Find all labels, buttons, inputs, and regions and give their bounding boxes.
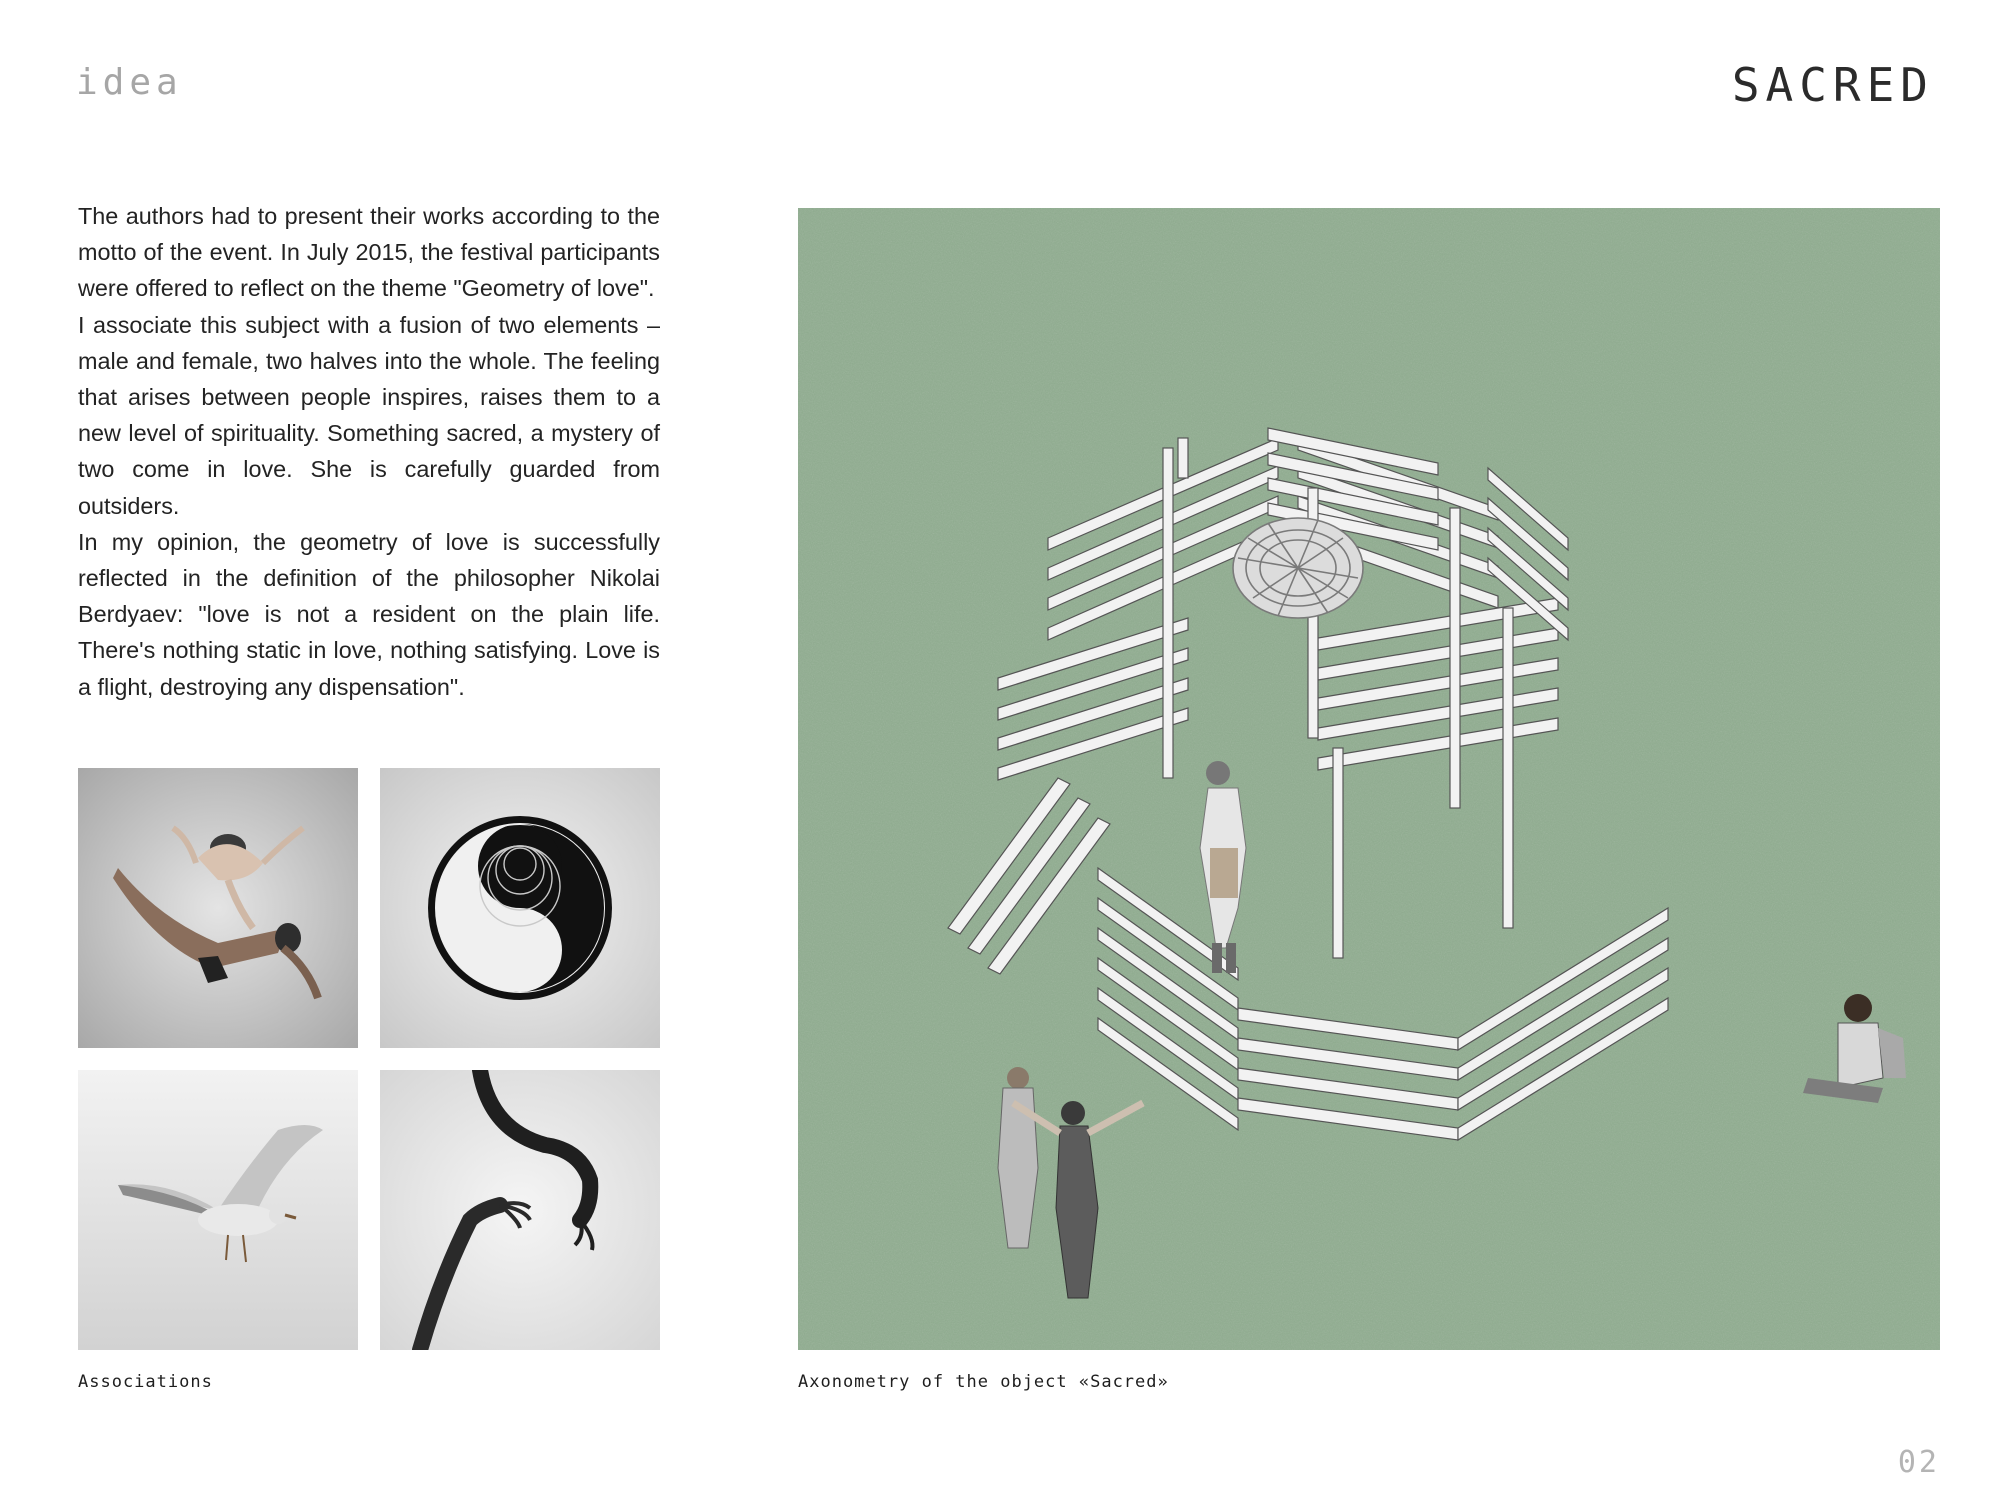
page-number: 02 bbox=[1897, 1445, 1940, 1480]
paragraph-2: I associate this subject with a fusion of two elements – male and female, two halves into the whole. The feeling that arises between people inspires, raises them to a new level of spirituality. Something sacred, a mystery of two come in love. She is carefully guarded from outsiders. bbox=[78, 311, 660, 519]
yin-yang-photo bbox=[380, 768, 660, 1048]
hands-photo bbox=[380, 1070, 660, 1350]
page-title: SACRED bbox=[1731, 58, 1934, 112]
dancers-photo bbox=[78, 768, 358, 1048]
section-label: idea bbox=[76, 62, 183, 103]
body-text bbox=[78, 198, 660, 705]
paragraph-1: The authors had to present their works according to the motto of the event. In July 2015, the festival participants were offered to reflect on the theme "Geometry of love". bbox=[78, 203, 660, 302]
axonometry-caption: Axonometry of the object «Sacred» bbox=[798, 1372, 1169, 1392]
axonometry-image bbox=[798, 208, 1940, 1350]
seagull-photo bbox=[78, 1070, 358, 1350]
paragraph-3: In my opinion, the geometry of love is successfully reflected in the definition of the philosopher Nikolai Berdyaev: "love is not a resident on the plain life. There's nothing static in love, nothing satisfying. Love is a flight, destroying any dispensation". bbox=[78, 528, 660, 700]
associations-caption: Associations bbox=[78, 1372, 213, 1392]
